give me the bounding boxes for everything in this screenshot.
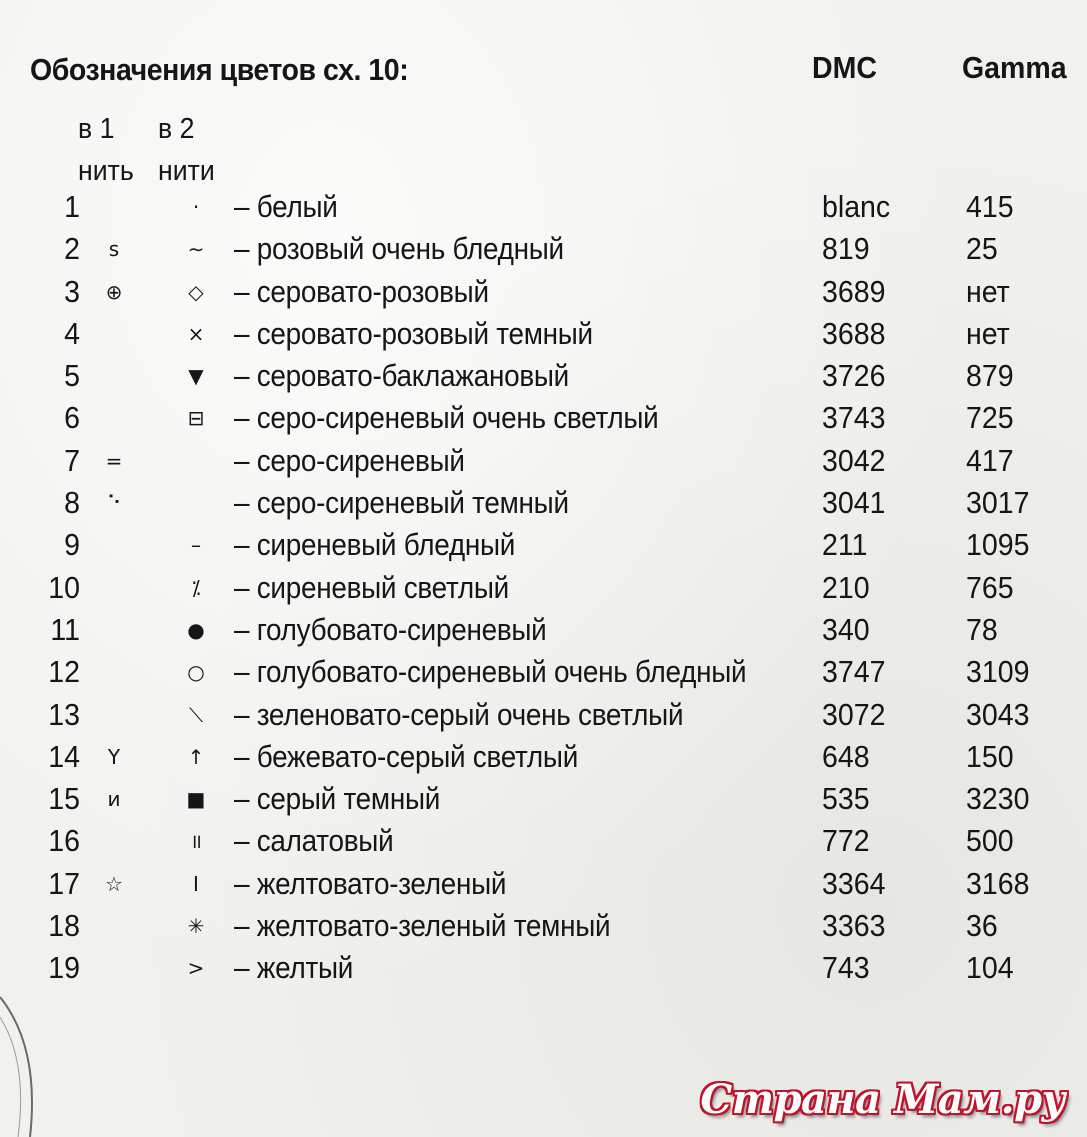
list-item	[0, 609, 1087, 651]
gamma-code: 765	[966, 569, 1014, 605]
dmc-code: 3726	[822, 358, 886, 394]
two-threads-header-line1: в 2	[158, 113, 195, 145]
row-number: 14	[48, 738, 80, 774]
dmc-code: 340	[822, 611, 870, 647]
two-threads-symbol: ○	[187, 660, 205, 685]
color-name: – желтовато-зеленый темный	[234, 908, 611, 944]
dmc-code: 772	[822, 823, 870, 859]
color-name: – зеленовато-серый очень светлый	[234, 696, 684, 732]
gamma-code: 3043	[966, 696, 1030, 732]
watermark-logo: Страна Мам.ру	[700, 1076, 1065, 1123]
two-threads-symbol: I	[193, 871, 199, 896]
list-item	[0, 947, 1087, 989]
gamma-code: 879	[966, 358, 1014, 394]
row-number: 19	[48, 950, 80, 986]
gamma-code: 415	[966, 189, 1014, 224]
list-item	[0, 355, 1087, 397]
two-threads-symbol: ∼	[187, 237, 205, 262]
dmc-code: 3041	[822, 485, 886, 521]
page-title: Обозначения цветов сх. 10:	[30, 52, 409, 87]
two-threads-symbol: ·	[192, 195, 200, 219]
list-item	[0, 567, 1087, 609]
dmc-code: 210	[822, 569, 870, 605]
row-number: 3	[64, 273, 80, 309]
row-number: 7	[64, 442, 80, 478]
row-number: 16	[48, 823, 80, 859]
list-item	[0, 440, 1087, 482]
two-threads-symbol: ▼	[188, 364, 204, 389]
list-item	[0, 905, 1087, 947]
gamma-code: 36	[966, 908, 998, 944]
one-thread-header-line2: нить	[78, 155, 134, 187]
row-number: 6	[64, 400, 80, 436]
one-thread-symbol: Y	[107, 744, 121, 769]
dmc-code: 3747	[822, 654, 886, 690]
list-item	[0, 778, 1087, 820]
dmc-code: blanc	[822, 189, 891, 224]
color-name: – серо-сиреневый	[234, 442, 465, 478]
row-number: 15	[48, 781, 80, 817]
two-threads-header	[158, 108, 215, 192]
two-threads-symbol: ↑	[187, 744, 205, 769]
color-name: – желтовато-зеленый	[234, 865, 507, 901]
dmc-code: 3364	[822, 865, 886, 901]
dmc-column-header: DMC	[812, 50, 877, 85]
two-threads-symbol: ◇	[188, 279, 204, 304]
list-item	[0, 271, 1087, 313]
row-number: 18	[48, 908, 80, 944]
dmc-code: 3042	[822, 442, 886, 478]
one-thread-symbol: ⊕	[105, 279, 123, 304]
color-name: – голубовато-сиреневый очень бледный	[234, 654, 747, 690]
color-name: – серо-сиреневый очень светлый	[234, 400, 659, 436]
list-item	[0, 524, 1087, 566]
dmc-code: 211	[822, 527, 868, 563]
gamma-code: 1095	[966, 527, 1030, 563]
gamma-code: 78	[966, 611, 998, 647]
gamma-code: нет	[966, 315, 1010, 351]
row-number: 10	[48, 569, 80, 605]
page-fold-curve	[0, 977, 60, 1137]
one-thread-header-line1: в 1	[78, 113, 115, 145]
dmc-code: 3743	[822, 400, 886, 436]
gamma-code: 3168	[966, 865, 1030, 901]
color-name: – сиреневый светлый	[234, 569, 509, 605]
list-item	[0, 736, 1087, 778]
one-thread-header	[78, 108, 134, 192]
row-number: 8	[64, 485, 80, 521]
dmc-code: 535	[822, 781, 870, 817]
row-number: 11	[50, 611, 80, 647]
dmc-code: 648	[822, 738, 870, 774]
color-name: – серовато-розовый темный	[234, 315, 593, 351]
color-name: – серовато-баклажановый	[234, 358, 569, 394]
color-name: – серый темный	[234, 781, 441, 817]
two-threads-symbol: ●	[187, 617, 205, 642]
row-number: 17	[48, 865, 80, 901]
list-item	[0, 694, 1087, 736]
dmc-code: 3688	[822, 315, 886, 351]
one-thread-symbol: и	[107, 787, 121, 812]
two-threads-symbol: ॥	[190, 829, 202, 854]
color-name: – желтый	[234, 950, 354, 986]
list-item	[0, 228, 1087, 270]
one-thread-symbol: ☆	[105, 871, 123, 896]
color-key-list	[0, 186, 1087, 990]
gamma-column-header: Gamma	[962, 50, 1067, 85]
color-name: – серо-сиреневый темный	[234, 485, 569, 521]
gamma-code: 500	[966, 823, 1014, 859]
row-number: 4	[64, 315, 80, 351]
two-threads-symbol: >	[187, 956, 205, 981]
two-threads-symbol: ⊟	[187, 406, 205, 431]
dmc-code: 3072	[822, 696, 886, 732]
color-name: – салатовый	[234, 823, 394, 859]
row-number: 2	[64, 231, 80, 267]
color-name: – голубовато-сиреневый	[234, 611, 547, 647]
dmc-code: 743	[822, 950, 870, 986]
gamma-code: 725	[966, 400, 1014, 436]
two-threads-symbol: ■	[186, 787, 206, 812]
row-number: 13	[48, 696, 80, 732]
list-item	[0, 651, 1087, 693]
color-name: – сиреневый бледный	[234, 527, 516, 563]
gamma-code: 150	[966, 738, 1014, 774]
row-number: 5	[64, 358, 80, 394]
two-threads-symbol: –	[191, 533, 201, 558]
list-item	[0, 820, 1087, 862]
row-number: 12	[48, 654, 80, 690]
one-thread-symbol: s	[108, 237, 120, 262]
dmc-code: 3363	[822, 908, 886, 944]
list-item	[0, 186, 1087, 228]
gamma-code: 3017	[966, 485, 1030, 521]
two-threads-symbol: ⁒	[191, 575, 201, 600]
gamma-code: 3230	[966, 781, 1030, 817]
two-threads-symbol: ⟍	[189, 702, 203, 727]
dmc-code: 3689	[822, 273, 886, 309]
gamma-code: 104	[966, 950, 1014, 986]
gamma-code: 25	[966, 231, 998, 267]
row-number: 9	[64, 527, 80, 563]
color-name: – серовато-розовый	[234, 273, 489, 309]
gamma-code: нет	[966, 273, 1010, 309]
color-name: – белый	[234, 189, 338, 224]
list-item	[0, 863, 1087, 905]
dmc-code: 819	[822, 231, 870, 267]
one-thread-symbol: ⠑	[106, 491, 122, 516]
two-threads-header-line2: нити	[158, 155, 215, 187]
color-name: – бежевато-серый светлый	[234, 738, 579, 774]
two-threads-symbol: ✳	[187, 914, 205, 939]
list-item	[0, 482, 1087, 524]
list-item	[0, 397, 1087, 439]
one-thread-symbol: =	[105, 448, 123, 473]
list-item	[0, 313, 1087, 355]
two-threads-symbol: ×	[187, 321, 205, 346]
color-name: – розовый очень бледный	[234, 231, 564, 267]
gamma-code: 417	[966, 442, 1014, 478]
row-number: 1	[64, 189, 80, 224]
gamma-code: 3109	[966, 654, 1030, 690]
